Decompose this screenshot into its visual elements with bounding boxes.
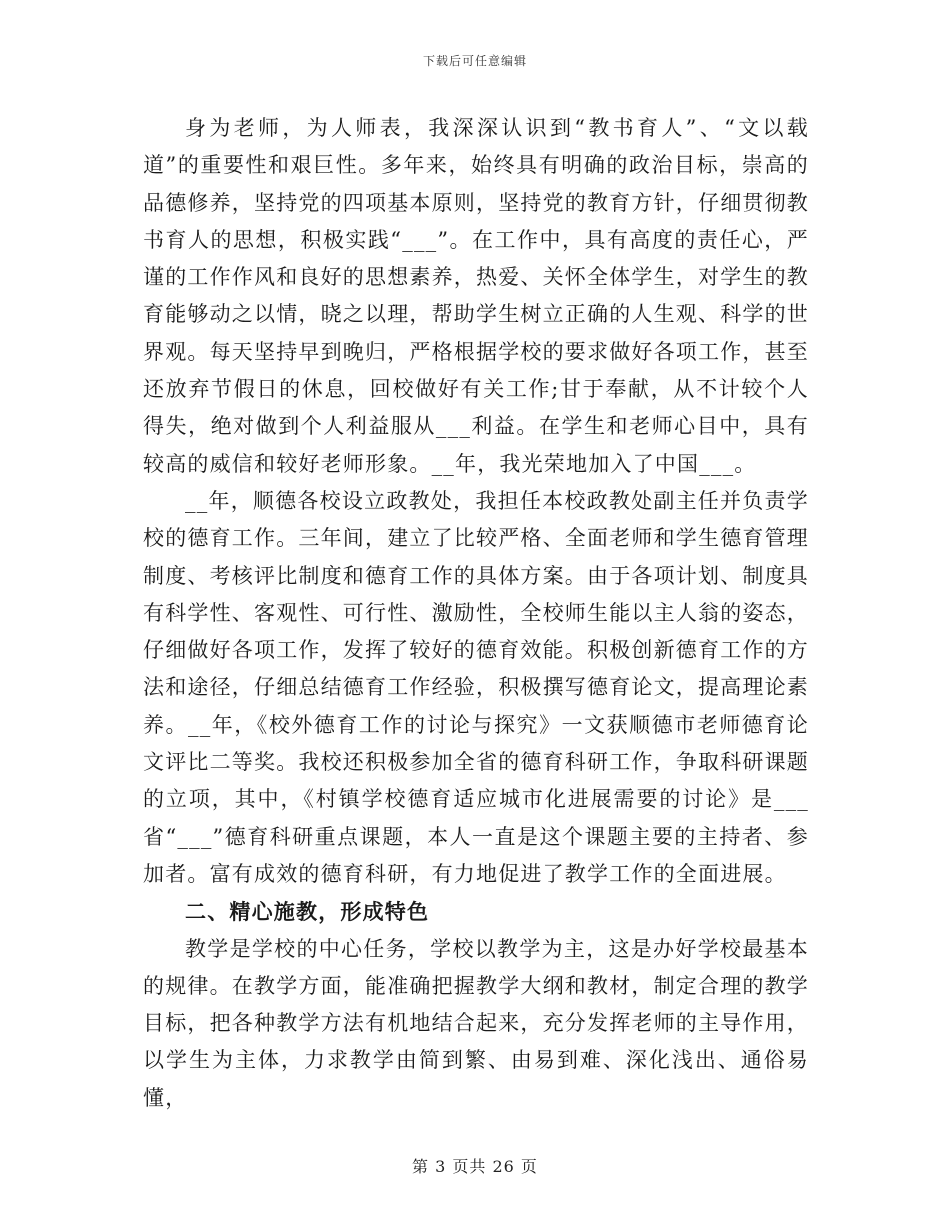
document-body: [143, 110, 809, 1117]
paragraph-1: 身为老师，为人师表，我深深认识到“教书育人”、“文以载道”的重要性和艰巨性。多年来，始终具有明确的政治目标，崇高的品德修养，坚持党的四项基本原则，坚持党的教育方针，仔细贯彻教书育人的思想，积极实践“___”。在工作中，具有高度的责任心，严谨的工作作风和良好的思想素养，热爱、关怀全体学生，对学生的教育能够动之以情，晓之以理，帮助学生树立正确的人生观、科学的世界观。每天坚持早到晚归，严格根据学校的要求做好各项工作，甚至还放弃节假日的休息，回校做好有关工作;甘于奉献，从不计较个人得失，绝对做到个人利益服从___利益。在学生和老师心目中，具有较高的威信和较好老师形象。__年，我光荣地加入了中国___。: [143, 116, 809, 476]
page-header: 下载后可任意编辑: [422, 54, 527, 68]
paragraph-3: 教学是学校的中心任务，学校以教学为主，这是办好学校最基本的规律。在教学方面，能准确把握教学大纲和教材，制定合理的教学目标，把各种教学方法有机地结合起来，充分发挥老师的主导作用，以学生为主体，力求教学由简到繁、由易到难、深化浅出、通俗易懂，: [143, 936, 809, 1110]
page-number: 第 3 页共 26 页: [412, 1157, 538, 1176]
section-heading: 二、精心施教，形成特色: [185, 899, 430, 925]
paragraph-2: __年，顺德各校设立政教处，我担任本校政教处副主任并负责学校的德育工作。三年间，建立了比较严格、全面老师和学生德育管理制度、考核评比制度和德育工作的具体方案。由于各项计划、制度具有科学性、客观性、可行性、激励性，全校师生能以主人翁的姿态，仔细做好各项工作，发挥了较好的德育效能。积极创新德育工作的方法和途径，仔细总结德育工作经验，积极撰写德育论文，提高理论素养。__年，《校外德育工作的讨论与探究》一文获顺德市老师德育论文评比二等奖。我校还积极参加全省的德育科研工作，争取科研课题的立项，其中，《村镇学校德育适应城市化进展需要的讨论》是___省“___”德育科研重点课题，本人一直是这个课题主要的主持者、参加者。富有成效的德育科研，有力地促进了教学工作的全面进展。: [143, 488, 809, 886]
